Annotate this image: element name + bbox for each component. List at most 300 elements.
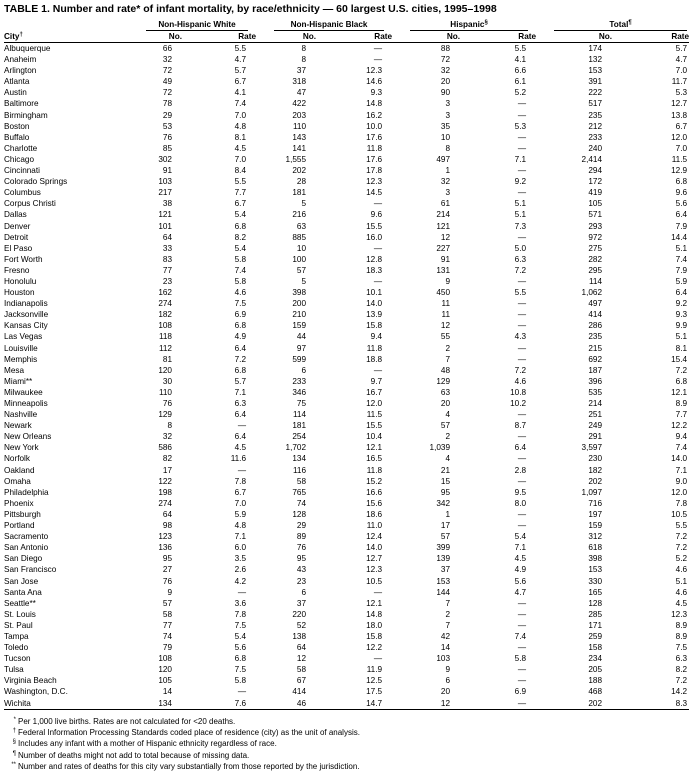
count-cell: 3,597 xyxy=(581,443,603,453)
rate-cell: 11.8 xyxy=(366,465,383,475)
rate-cell: 5.9 xyxy=(234,509,247,519)
rate-cell: 7.2 xyxy=(675,532,688,542)
table-row xyxy=(4,187,689,198)
rate-cell: 14.6 xyxy=(366,77,383,87)
count-cell: 235 xyxy=(588,332,603,342)
rate-cell: 12.3 xyxy=(366,565,383,575)
rate-cell: 6.8 xyxy=(675,177,688,187)
rate-cell: 9.4 xyxy=(675,432,688,442)
count-cell: 274 xyxy=(158,299,172,309)
rate-cell: 18.8 xyxy=(366,354,383,364)
count-cell: 599 xyxy=(292,354,307,364)
count-cell: 4 xyxy=(445,454,451,464)
count-cell: 14 xyxy=(440,643,451,653)
count-cell: 110 xyxy=(292,121,307,131)
count-cell: 293 xyxy=(588,221,603,231)
city-cell: Austin xyxy=(4,88,27,98)
city-cell: Jacksonville xyxy=(4,310,49,320)
count-cell: 716 xyxy=(588,498,603,508)
rate-cell: — xyxy=(517,143,527,153)
count-cell: 2,414 xyxy=(581,154,603,164)
rate-cell: 14.0 xyxy=(366,299,383,309)
rate-cell: 4.5 xyxy=(675,598,688,608)
count-cell: 885 xyxy=(292,232,307,242)
rate-cell: 4.8 xyxy=(234,521,247,531)
city-cell: Dallas xyxy=(4,210,27,220)
rate-cell: 16.7 xyxy=(366,387,383,397)
rate-cell: 17.6 xyxy=(366,154,383,164)
rate-cell: 6.3 xyxy=(514,254,527,264)
rate-cell: 6.4 xyxy=(234,410,247,420)
count-cell: 61 xyxy=(440,199,451,209)
count-cell: 131 xyxy=(436,265,451,275)
rate-cell: 6.1 xyxy=(514,77,527,87)
count-cell: 12 xyxy=(440,232,451,242)
rate-cell: 5.1 xyxy=(514,199,527,209)
count-cell: 765 xyxy=(292,487,307,497)
table-row xyxy=(4,620,689,631)
rate-cell: 14.0 xyxy=(671,454,688,464)
rate-cell: 5.6 xyxy=(675,199,688,209)
count-cell: 128 xyxy=(292,509,307,519)
rate-cell: 4.6 xyxy=(514,376,527,386)
rate-cell: 7.1 xyxy=(514,154,527,164)
table-row xyxy=(4,598,689,609)
table-row xyxy=(4,287,689,298)
rate-cell: 6.3 xyxy=(675,654,688,664)
rate-cell: 7.0 xyxy=(675,143,688,153)
count-cell: 12 xyxy=(392,698,460,710)
city-cell: Nashville xyxy=(4,410,38,420)
rate-cell: 15.8 xyxy=(366,321,383,331)
count-cell: 153 xyxy=(588,66,603,76)
rate-cell: — xyxy=(373,243,383,253)
city-mark: † xyxy=(19,32,23,38)
count-cell: 100 xyxy=(292,254,307,264)
count-cell: 136 xyxy=(158,543,172,553)
rate-cell: — xyxy=(517,598,527,608)
city-cell: Columbus xyxy=(4,188,41,198)
rate-cell: 2.6 xyxy=(234,565,247,575)
count-cell: 37 xyxy=(296,66,307,76)
city-cell: Memphis xyxy=(4,354,38,364)
count-cell: 143 xyxy=(292,132,307,142)
count-cell: 275 xyxy=(588,243,603,253)
rate-cell: 7.8 xyxy=(234,609,247,619)
rate-cell: 7.1 xyxy=(234,387,247,397)
table-row xyxy=(4,587,689,598)
rate-cell: 8.4 xyxy=(234,166,247,176)
table-row xyxy=(4,465,689,476)
count-cell: 72 xyxy=(162,66,172,76)
rate-cell: 6.3 xyxy=(234,399,247,408)
count-cell: 79 xyxy=(162,643,172,653)
rate-cell: — xyxy=(517,276,527,286)
table-row xyxy=(4,642,689,653)
footnote-mark: ¶ xyxy=(12,750,16,757)
rate-cell: 7.2 xyxy=(514,365,527,375)
count-cell: 346 xyxy=(292,387,307,397)
rate-cell: 9.2 xyxy=(675,299,688,309)
count-cell: 29 xyxy=(162,110,172,120)
count-cell: 37 xyxy=(440,565,451,575)
count-cell: 58 xyxy=(162,609,172,619)
rate-cell: 5.7 xyxy=(234,376,247,386)
count-cell: 6 xyxy=(301,365,307,375)
count-cell: 47 xyxy=(296,88,307,98)
group-label: Hispanic xyxy=(450,20,485,29)
rate-cell: 5.5 xyxy=(514,44,527,53)
count-cell: 302 xyxy=(158,154,172,164)
table-row xyxy=(4,354,689,365)
group-mark: § xyxy=(484,20,488,26)
count-cell: 274 xyxy=(158,498,172,508)
count-cell: 233 xyxy=(588,132,603,142)
city-cell: Phoenix xyxy=(4,498,34,508)
count-cell: 187 xyxy=(588,365,603,375)
count-cell: 212 xyxy=(588,121,603,131)
count-cell: 4 xyxy=(445,410,451,420)
count-cell: 202 xyxy=(292,166,307,176)
count-cell: 3 xyxy=(445,110,451,120)
rate-cell: 5.8 xyxy=(234,254,247,264)
column-header-no: No. xyxy=(128,31,182,43)
column-header-city xyxy=(4,31,128,43)
rate-cell: 6.4 xyxy=(234,432,247,442)
count-cell: 43 xyxy=(296,565,307,575)
count-cell: 227 xyxy=(436,243,451,253)
rate-cell: 4.6 xyxy=(675,587,688,597)
rate-cell: 4.9 xyxy=(234,332,247,342)
rate-cell: 7.4 xyxy=(234,265,247,275)
rate-cell: 9.0 xyxy=(675,476,688,486)
count-cell: 197 xyxy=(588,509,603,519)
rate-cell: — xyxy=(237,421,247,431)
city-cell: Omaha xyxy=(4,476,31,486)
count-cell: 134 xyxy=(292,454,307,464)
count-cell: 1,555 xyxy=(285,154,307,164)
count-cell: 1,702 xyxy=(285,443,307,453)
city-cell: New York xyxy=(4,443,39,453)
rate-cell: 5.2 xyxy=(675,554,688,564)
city-cell: Boston xyxy=(4,121,30,131)
count-cell: 129 xyxy=(158,410,172,420)
table-row xyxy=(4,576,689,587)
rate-cell: — xyxy=(517,410,527,420)
count-cell: 330 xyxy=(588,576,603,586)
city-cell: St. Paul xyxy=(4,620,33,630)
rate-cell: 11.7 xyxy=(671,77,688,87)
count-cell: 11 xyxy=(441,310,451,320)
group-header-nonhispanic-black xyxy=(256,19,392,31)
footnote-mark: † xyxy=(12,728,16,735)
rate-cell: 8.9 xyxy=(675,620,688,630)
count-cell: 74 xyxy=(162,631,172,641)
rate-cell: 12.0 xyxy=(671,132,688,142)
count-cell: 20 xyxy=(440,687,451,697)
count-cell: 144 xyxy=(436,587,451,597)
count-cell: 422 xyxy=(292,99,307,109)
rate-cell: — xyxy=(373,199,383,209)
rate-cell: 5.5 xyxy=(234,44,247,53)
city-cell: Fresno xyxy=(4,265,30,275)
count-cell: 295 xyxy=(588,265,603,275)
count-cell: 57 xyxy=(440,532,451,542)
count-cell: 286 xyxy=(588,321,603,331)
count-cell: 120 xyxy=(158,365,172,375)
rate-cell: 15.5 xyxy=(366,221,383,231)
rate-cell: — xyxy=(517,166,527,176)
table-row xyxy=(4,487,689,498)
count-cell: 121 xyxy=(436,221,451,231)
rate-cell: 5.9 xyxy=(675,276,688,286)
count-cell: 249 xyxy=(588,421,603,431)
count-cell: 399 xyxy=(436,543,451,553)
count-cell: 497 xyxy=(588,299,603,309)
rate-cell: — xyxy=(373,365,383,375)
table-row xyxy=(4,343,689,354)
rate-cell: — xyxy=(517,343,527,353)
table-row xyxy=(4,409,689,420)
count-cell: 17 xyxy=(162,465,172,475)
footnotes xyxy=(6,716,360,772)
table-row xyxy=(4,564,689,575)
city-cell: Washington, D.C. xyxy=(4,687,68,697)
count-cell: 77 xyxy=(162,620,172,630)
table-row xyxy=(4,398,689,409)
city-cell: Newark xyxy=(4,421,32,431)
rate-cell: 18.6 xyxy=(366,509,383,519)
count-cell: 162 xyxy=(158,288,172,298)
city-cell: Fort Worth xyxy=(4,254,43,264)
rate-cell: 4.5 xyxy=(234,443,247,453)
city-label: City xyxy=(4,32,20,41)
rate-cell: 10.4 xyxy=(366,432,383,442)
city-cell: San Antonio xyxy=(4,543,49,553)
count-cell: 132 xyxy=(588,55,603,65)
count-cell: 129 xyxy=(436,376,451,386)
rate-cell: — xyxy=(517,665,527,675)
rate-cell: 12.7 xyxy=(366,554,383,564)
count-cell: 158 xyxy=(588,643,603,653)
rate-cell: 9.7 xyxy=(370,376,383,386)
rate-cell: 7.9 xyxy=(675,265,688,275)
rate-cell: 7.2 xyxy=(675,676,688,686)
city-cell: El Paso xyxy=(4,243,33,253)
rate-cell: 6.8 xyxy=(675,376,688,386)
column-header-no: No. xyxy=(392,31,460,43)
count-cell: 205 xyxy=(588,665,603,675)
count-cell: 7 xyxy=(445,620,451,630)
rate-cell: 6.7 xyxy=(234,77,247,87)
rate-cell: 15.2 xyxy=(366,476,383,486)
rate-cell: 7.4 xyxy=(514,631,527,641)
count-cell: 85 xyxy=(162,143,172,153)
rate-cell: 5.4 xyxy=(234,631,247,641)
rate-cell: 5.7 xyxy=(234,66,247,76)
city-cell: Louisville xyxy=(4,343,38,353)
count-cell: 9 xyxy=(445,276,451,286)
count-cell: 57 xyxy=(162,598,172,608)
rate-cell: 6.7 xyxy=(234,199,247,209)
rate-cell: 7.5 xyxy=(234,299,247,309)
table-row xyxy=(4,376,689,387)
city-cell: Chicago xyxy=(4,154,35,164)
rate-cell: 4.6 xyxy=(234,288,247,298)
rate-cell: 7.3 xyxy=(514,221,527,231)
count-cell: 234 xyxy=(588,654,603,664)
rate-cell: 6.4 xyxy=(514,443,527,453)
rate-cell: 7.5 xyxy=(234,665,247,675)
rate-cell: 5.6 xyxy=(514,576,527,586)
rate-cell: — xyxy=(517,110,527,120)
footnote-text: Includes any infant with a mother of Hispanic ethnicity regardless of race. xyxy=(18,739,277,749)
count-cell: 64 xyxy=(162,509,172,519)
rate-cell: — xyxy=(517,310,527,320)
rate-cell: 14.2 xyxy=(671,687,688,697)
rate-cell: 12.0 xyxy=(366,399,383,408)
rate-cell: 17.6 xyxy=(366,132,383,142)
table-row xyxy=(4,664,689,675)
count-cell: 312 xyxy=(588,532,603,542)
count-cell: 414 xyxy=(588,310,603,320)
count-cell: 153 xyxy=(436,576,451,586)
count-cell: 2 xyxy=(445,432,451,442)
city-cell: San Francisco xyxy=(4,565,57,575)
count-cell: 9 xyxy=(445,665,451,675)
city-cell: Tulsa xyxy=(4,665,24,675)
count-cell: 91 xyxy=(440,254,451,264)
count-cell: 55 xyxy=(440,332,451,342)
city-cell: Baltimore xyxy=(4,99,39,109)
table-row xyxy=(4,653,689,664)
city-cell: Houston xyxy=(4,288,35,298)
rate-cell: 13.8 xyxy=(671,110,688,120)
count-cell: 216 xyxy=(292,210,307,220)
count-cell: 64 xyxy=(296,643,307,653)
city-cell: Virginia Beach xyxy=(4,676,57,686)
rate-cell: 9.3 xyxy=(675,310,688,320)
rate-cell: 8.9 xyxy=(675,399,688,408)
table-row xyxy=(4,698,689,710)
city-cell: Denver xyxy=(4,221,31,231)
count-cell: 28 xyxy=(296,177,307,187)
rate-cell: 7.5 xyxy=(234,620,247,630)
rate-cell: 5.1 xyxy=(514,210,527,220)
count-cell: 396 xyxy=(588,376,603,386)
table-title: TABLE 1. Number and rate* of infant mortality, by race/ethnicity — 60 largest U.S. cities, 1995–1998 xyxy=(4,3,497,15)
count-cell: 8 xyxy=(301,44,307,53)
table-row xyxy=(4,243,689,254)
count-cell: 32 xyxy=(162,432,172,442)
city-cell: Honolulu xyxy=(4,276,37,286)
rate-cell: 11.9 xyxy=(366,665,383,675)
rate-cell: 5.8 xyxy=(234,276,247,286)
table-row xyxy=(4,365,689,376)
count-cell: 230 xyxy=(588,454,603,464)
count-cell: 103 xyxy=(158,177,172,187)
footnote-text: Number of deaths might not add to total because of missing data. xyxy=(18,750,250,760)
count-cell: 78 xyxy=(162,99,172,109)
count-cell: 9 xyxy=(167,587,172,597)
rate-cell: 5.4 xyxy=(234,210,247,220)
count-cell: 535 xyxy=(588,387,603,397)
rate-cell: 9.5 xyxy=(514,487,527,497)
rate-cell: 7.2 xyxy=(514,265,527,275)
count-cell: 58 xyxy=(296,665,307,675)
rate-cell: 12.8 xyxy=(366,254,383,264)
table-row xyxy=(4,176,689,187)
count-cell: 15 xyxy=(440,476,451,486)
count-cell: 2 xyxy=(445,343,451,353)
count-cell: 83 xyxy=(162,254,172,264)
count-cell: 198 xyxy=(158,487,172,497)
count-cell: 33 xyxy=(162,243,172,253)
count-cell: 1,097 xyxy=(581,487,603,497)
city-cell: Detroit xyxy=(4,232,29,242)
rate-cell: 9.9 xyxy=(675,321,688,331)
count-cell: 6 xyxy=(301,587,307,597)
rate-cell: 12.1 xyxy=(671,387,688,397)
rate-cell: 5.2 xyxy=(514,88,527,98)
rate-cell: — xyxy=(517,432,527,442)
city-cell: Las Vegas xyxy=(4,332,43,342)
city-cell: Cincinnati xyxy=(4,166,40,176)
rate-cell: 6.7 xyxy=(234,487,247,497)
rate-cell: 7.5 xyxy=(675,643,688,653)
city-cell: Tucson xyxy=(4,654,31,664)
rate-cell: 12.1 xyxy=(366,598,383,608)
rate-cell: 7.7 xyxy=(234,188,247,198)
count-cell: 20 xyxy=(440,77,451,87)
count-cell: 181 xyxy=(292,188,307,198)
table-row xyxy=(4,476,689,487)
count-cell: 294 xyxy=(588,166,603,176)
count-cell: 32 xyxy=(162,55,172,65)
count-cell: 414 xyxy=(292,687,307,697)
rate-cell: — xyxy=(517,99,527,109)
rate-cell: 7.8 xyxy=(675,498,688,508)
rate-cell: 7.4 xyxy=(675,254,688,264)
count-cell: 181 xyxy=(292,421,307,431)
count-cell: 76 xyxy=(162,576,172,586)
count-cell: 174 xyxy=(588,44,603,53)
city-cell: Minneapolis xyxy=(4,399,48,408)
count-cell: 282 xyxy=(588,254,603,264)
count-cell: 118 xyxy=(158,332,172,342)
rate-cell: 8.1 xyxy=(675,343,688,353)
footnote xyxy=(6,750,360,761)
count-cell: 285 xyxy=(588,609,603,619)
count-cell: 58 xyxy=(296,476,307,486)
count-cell: 128 xyxy=(588,598,603,608)
table-row xyxy=(4,686,689,697)
count-cell: 95 xyxy=(440,487,451,497)
table-row xyxy=(4,675,689,686)
rate-cell: 7.2 xyxy=(234,354,247,364)
count-cell: 123 xyxy=(158,532,172,542)
rate-cell: 7.1 xyxy=(675,465,688,475)
count-cell: 2 xyxy=(445,609,451,619)
rate-cell: 5.1 xyxy=(675,576,688,586)
table-row xyxy=(4,254,689,265)
rate-cell: 10.0 xyxy=(366,121,383,131)
rate-cell: 4.7 xyxy=(234,55,247,65)
count-cell: 202 xyxy=(588,476,603,486)
count-cell: 12 xyxy=(296,654,307,664)
rate-cell: 4.6 xyxy=(675,565,688,575)
rate-cell: — xyxy=(237,687,247,697)
